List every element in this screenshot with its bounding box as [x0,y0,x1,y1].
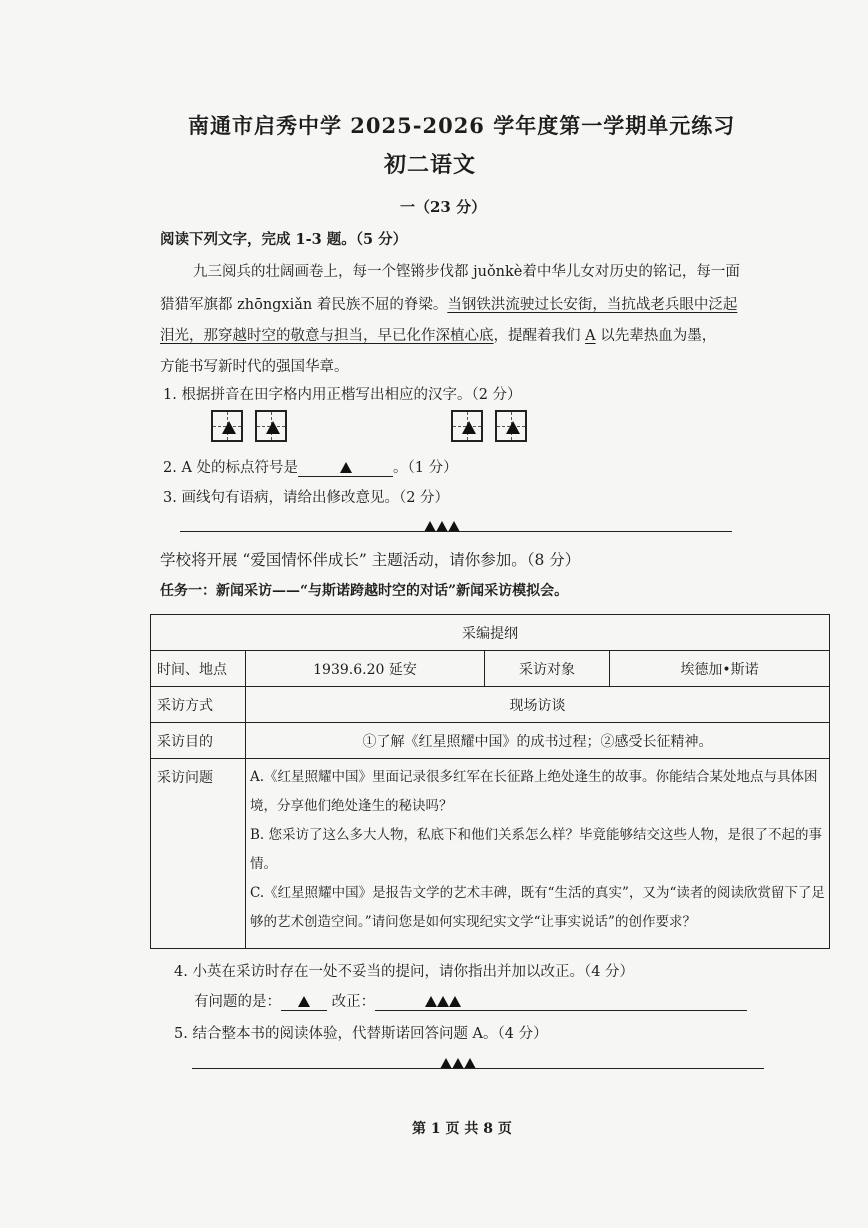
question-3: 3. 画线句有语病，请给出修改意见。（2 分） [163,490,450,506]
problem-label: 有问题的是： [194,994,281,1010]
answer-marks [424,516,460,535]
passage-text: 以先辈热血为墨， [600,328,717,344]
reading-instruction: 阅读下列文字，完成 1-3 题。（5 分） [160,231,408,248]
question-2 [163,456,458,477]
tianzige-box[interactable] [451,410,483,442]
triangle-icon [437,996,449,1007]
question-b: B. 您采访了这么多大人物，私底下和他们关系怎么样？毕竟能够结交这些人物，是很了不起的事情。 [250,827,823,872]
question-c: C.《红星照耀中国》是报告文学的艺术丰碑，既有“生活的真实”，又为“读者的阅读欣赏留下了足够的艺术创造空间。”请问您是如何实现纪实文学“让事实说话”的创作要求？ [250,885,825,930]
passage-line-2 [160,293,737,314]
questions-label: 采访问题 [151,759,246,949]
exam-title: 南通市启秀中学 2025-2026 学年度第一学期单元练习 [188,113,736,138]
tianzige-box[interactable] [255,410,287,442]
triangle-icon [506,421,520,434]
triangle-icon [462,421,476,434]
passage-line-3 [160,324,716,345]
question-a: A.《红星照耀中国》里面记录很多红军在长征路上绝处逢生的故事。你能结合某处地点与具体困境，分享他们绝处逢生的秘诀吗？ [250,769,818,814]
target-label: 采访对象 [485,651,610,687]
triangle-icon [340,462,352,473]
question-4: 4. 小英在采访时存在一处不妥当的提问，请你指出并加以改正。（4 分） [174,964,635,980]
passage-text: 猎猎军旗都 zhōngxiǎn 着民族不屈的脊梁。 [160,297,448,313]
question-2-text: 2. A 处的标点符号是 [163,460,299,476]
fix-label: 改正： [331,994,376,1010]
triangle-icon [266,421,280,434]
purpose-label: 采访目的 [151,723,246,759]
method-label: 采访方式 [151,687,246,723]
question-5: 5. 结合整本书的阅读体验，代替斯诺回答问题 A。（4 分） [174,1026,548,1042]
underlined-sentence: 当钢铁洪流驶过长安街，当抗战老兵眼中泛起 [447,297,738,313]
activity-intro: 学校将开展 “爱国情怀伴成长” 主题活动，请你参加。（8 分） [160,551,581,569]
fix-blank[interactable] [375,994,747,1011]
interview-outline-table [150,614,830,949]
passage-line-1: 九三阅兵的壮阔画卷上，每一个铿锵步伐都 juǒnkè着中华儿女对历史的铭记，每一面 [193,264,740,280]
underlined-sentence: 泪光，那穿越时空的敬意与担当，早已化作深植心底 [160,328,494,344]
triangle-icon [449,996,461,1007]
time-label: 时间、地点 [151,651,246,687]
subject-title: 初二语文 [384,152,477,178]
answer-line[interactable] [192,1068,764,1069]
passage-text: ，提醒着我们 [493,328,581,344]
answer-line[interactable] [180,531,732,532]
task-1: 任务一：新闻采访——“与斯诺跨越时空的对话”新闻采访模拟会。 [160,583,569,599]
table-caption: 采编提纲 [151,615,830,651]
answer-blank[interactable] [298,460,393,477]
target-value: 埃德加•斯诺 [610,651,830,687]
triangle-icon [222,421,236,434]
time-value: 1939.6.20 延安 [246,651,485,687]
question-4-answer-row [194,990,747,1011]
problem-blank[interactable] [281,994,327,1011]
tianzige-box[interactable] [211,410,243,442]
page-footer: 第 1 页 共 8 页 [412,1121,512,1137]
questions-cell [246,759,830,949]
triangle-icon [298,996,310,1007]
passage-line-4: 方能书写新时代的强国华章。 [160,359,349,375]
triangle-icon [425,996,437,1007]
purpose-value: ①了解《红星照耀中国》的成书过程；②感受长征精神。 [246,723,830,759]
section-heading: 一（23 分） [400,198,487,216]
answer-marks [440,1053,476,1072]
question-1: 1. 根据拼音在田字格内用正楷写出相应的汉字。（2 分） [163,387,522,403]
tianzige-box[interactable] [495,410,527,442]
question-2-score: 。（1 分） [393,460,458,476]
blank-a-marker: A [585,328,596,344]
method-value: 现场访谈 [246,687,830,723]
